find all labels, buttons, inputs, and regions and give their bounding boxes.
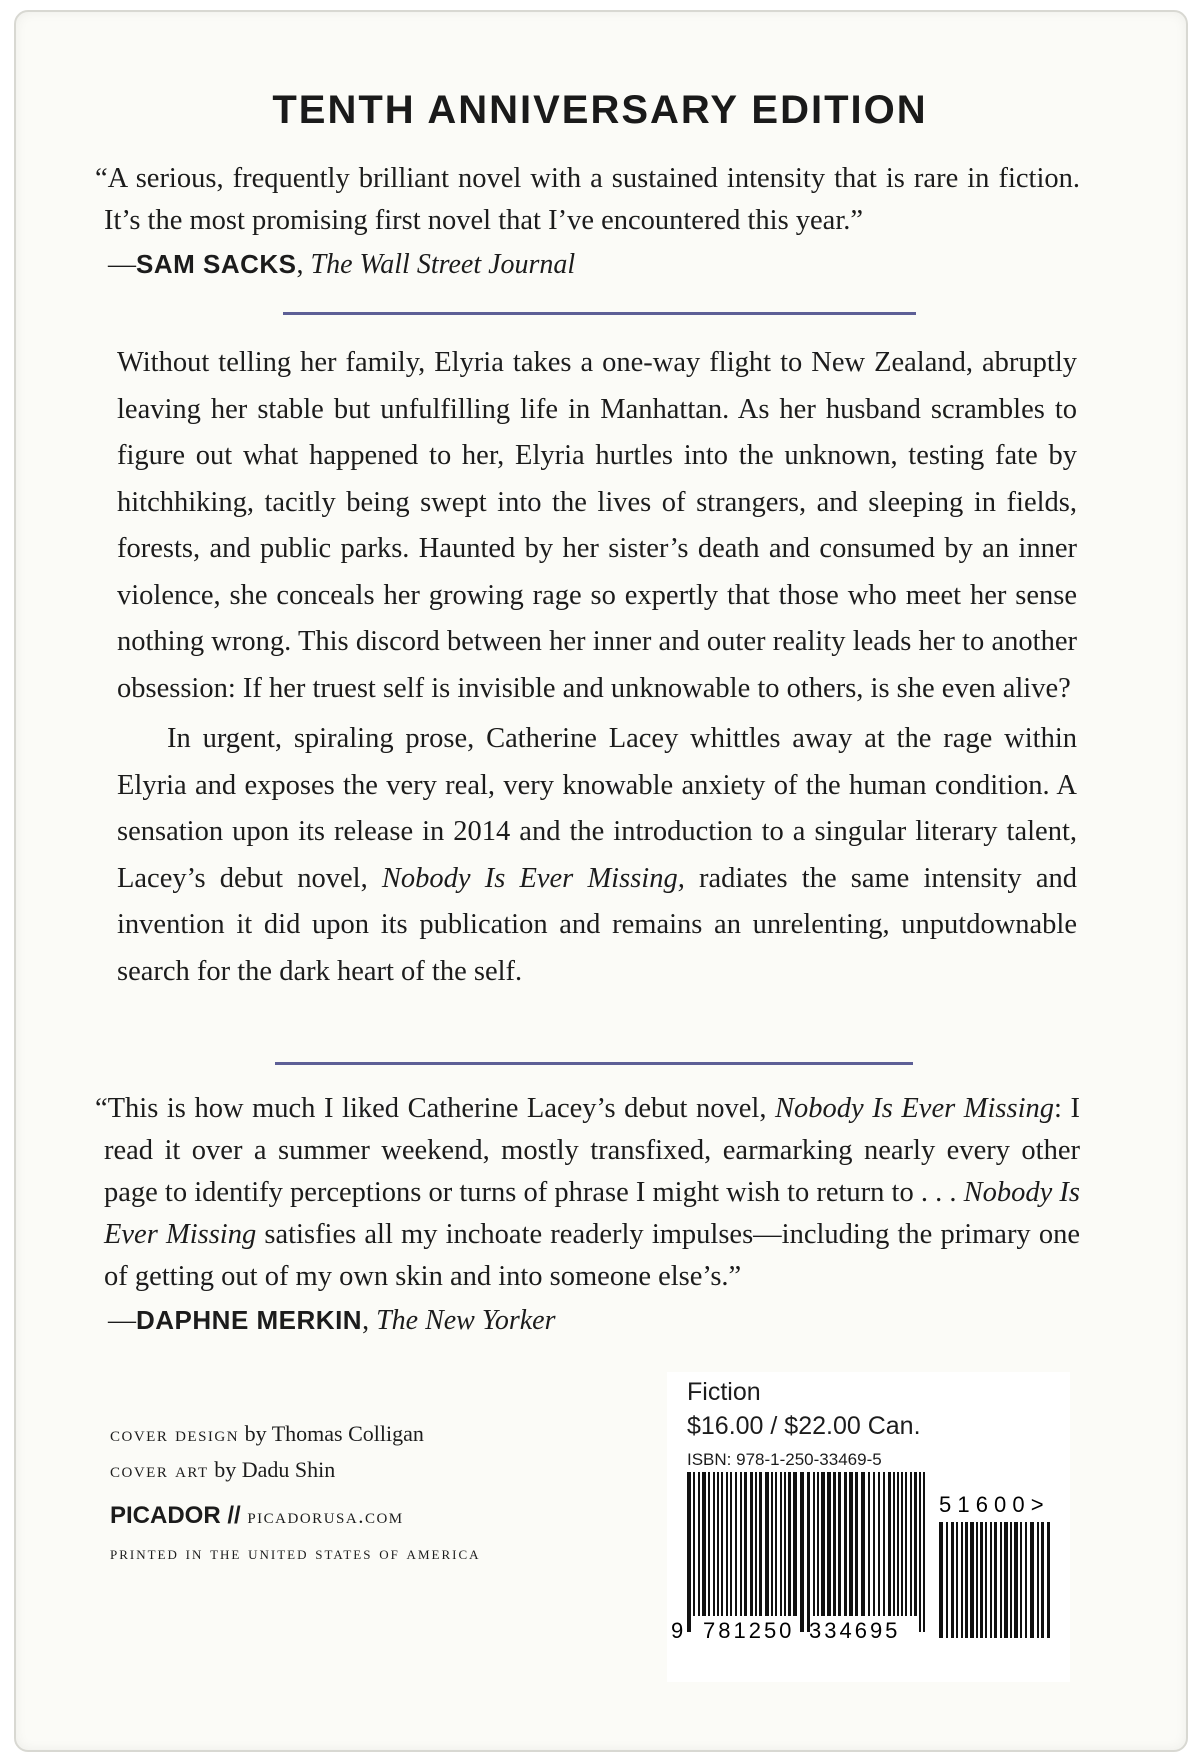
barcode-bar: [956, 1522, 958, 1638]
barcode-bar: [970, 1522, 974, 1638]
barcode-bar: [1047, 1522, 1050, 1638]
barcode-bar: [861, 1472, 865, 1616]
divider-rule-2: [275, 1062, 913, 1065]
barcode-bar: [923, 1472, 925, 1632]
barcode-bar: [951, 1522, 954, 1638]
barcode-bar: [721, 1472, 723, 1616]
barcode-bar: [730, 1472, 732, 1616]
barcode-bar: [985, 1522, 987, 1638]
barcode-bar: [817, 1472, 819, 1616]
barcode-bar: [698, 1472, 700, 1616]
barcode-bar: [827, 1472, 831, 1616]
barcode-bar: [914, 1472, 917, 1616]
barcode-first-digit: 9: [671, 1618, 684, 1643]
barcode-bar: [1037, 1522, 1039, 1638]
quote-1-text: “A serious, frequently brilliant novel with a sustained intensity that is rare in fiction. It’s the most promising first novel that I’ve encountered this year.”: [95, 163, 1080, 236]
barcode-bar: [838, 1472, 841, 1616]
barcode-left-digits: 781250: [703, 1618, 795, 1643]
barcode-bar: [1004, 1522, 1008, 1638]
cover-design-credit: cover design by Thomas Colligan: [110, 1421, 424, 1446]
barcode-bar: [821, 1472, 825, 1616]
isbn-label: ISBN: 978-1-250-33469-5: [687, 1450, 882, 1469]
divider-rule-1: [283, 312, 916, 315]
quote-1-attribution: —SAM SACKS, The Wall Street Journal: [108, 249, 576, 280]
barcode-bar: [1000, 1522, 1002, 1638]
barcode-bar: [897, 1472, 899, 1616]
barcode-bar: [693, 1472, 695, 1616]
barcode-bar: [905, 1472, 907, 1616]
barcode-bar: [919, 1472, 921, 1632]
review-quote-2: [95, 1088, 1080, 1343]
publisher-name: PICADOR: [110, 1502, 221, 1529]
quote-1-name: SAM SACKS: [136, 249, 297, 279]
barcode-bar: [980, 1522, 983, 1638]
quote-2-attribution: —DAPHNE MERKIN, The New Yorker: [108, 1305, 556, 1336]
barcode-bar: [793, 1472, 797, 1616]
barcode-bar: [726, 1472, 728, 1616]
quote-2-name: DAPHNE MERKIN: [136, 1305, 363, 1335]
description-paragraph-1: Without telling her family, Elyria takes a one-way flight to New Zealand, abruptly leaving her stable but unfulfilling life in Manhattan. As her husband scrambles to figure out what happened to her, Elyria hurtles into the unknown, testing fate by hitchhiking, tacitly being swept into the lives of strangers, and sleeping in fields, forests, and public parks. Haunted by her sister’s death and consumed by an inner violence, she conceals her growing rage so expertly that those who meet her sense nothing wrong. This discord between her inner and outer reality leads her to another obsession: If her truest self is invisible and unknowable to others, is she even alive?: [117, 347, 1077, 704]
barcode-bar: [855, 1472, 858, 1616]
barcode-bar: [849, 1472, 853, 1616]
barcode-bar: [883, 1472, 885, 1616]
barcode-bar: [771, 1472, 773, 1616]
barcode-main-bars: [687, 1472, 925, 1632]
barcode-bar: [755, 1472, 757, 1616]
barcode-bar: [784, 1472, 786, 1616]
barcode-bar: [780, 1472, 782, 1616]
barcode-bar: [844, 1472, 847, 1616]
barcode-bar: [873, 1472, 875, 1616]
barcode-bar: [735, 1472, 737, 1616]
barcode-bar: [750, 1472, 753, 1616]
barcode-right-digits: 334695: [809, 1618, 901, 1643]
barcode-bar: [994, 1522, 997, 1638]
cover-art-credit: cover art by Dadu Shin: [110, 1457, 336, 1482]
barcode-bar: [946, 1522, 948, 1638]
barcode-bar: [1025, 1522, 1027, 1638]
barcode-bar: [813, 1472, 815, 1616]
barcode-bar: [687, 1472, 691, 1632]
barcode-bar: [1020, 1522, 1022, 1638]
barcode-icon: [667, 1372, 1070, 1682]
book-title: Nobody Is Ever Missing,: [381, 862, 685, 894]
barcode-bar: [717, 1472, 719, 1616]
barcode-bar: [965, 1522, 968, 1638]
barcode-bar: [868, 1472, 870, 1616]
edition-heading: TENTH ANNIVERSARY EDITION: [272, 88, 928, 132]
barcode-bar: [1041, 1522, 1044, 1638]
genre-label: Fiction: [687, 1378, 761, 1406]
book-description: [117, 340, 1077, 995]
cover-credits: [110, 1416, 670, 1572]
barcode-bar: [1030, 1522, 1034, 1638]
barcode-bar: [878, 1472, 880, 1616]
barcode-bar: [893, 1472, 895, 1616]
barcode-bar: [1014, 1522, 1018, 1638]
barcode-bar: [713, 1472, 715, 1616]
barcode-bar: [765, 1472, 769, 1616]
barcode-bar: [961, 1522, 963, 1638]
barcode-bar: [800, 1472, 804, 1632]
barcode-bar: [744, 1472, 747, 1616]
barcode-bar: [888, 1472, 891, 1616]
price-label: $16.00 / $22.00 Can.: [687, 1412, 921, 1440]
barcode-bar: [775, 1472, 777, 1616]
description-paragraph-2: In urgent, spiraling prose, Catherine Lacey whittles away at the rage within Elyria and exposes the very real, very knowable anxiety of the human condition. A sensation upon its release in 2014 and the introduction to a singular literary talent, Lacey’s debut novel, Nobody Is Ever Missing, radiates the same intensity and invention it did upon its publication and remains an unrelenting, unputdownable search for the dark heart of the self.: [117, 723, 1077, 987]
barcode-bar: [708, 1472, 710, 1616]
barcode-bar: [1010, 1522, 1012, 1638]
price-sticker: [667, 1372, 1070, 1682]
quote-2-publication: The New Yorker: [376, 1305, 556, 1336]
quote-2-text: “This is how much I liked Catherine Lacey’s debut novel, Nobody Is Ever Missing: I read it over a summer weekend, mostly transfixed, earmarking nearly every other page to identify perceptions or turns of phrase I might wish to return to . . . Nobody Is Ever Missing satisfies all my inchoate readerly impulses—including the primary one of getting out of my own skin and into someone else’s.”: [95, 1093, 1080, 1292]
review-quote-1: [95, 158, 1080, 287]
barcode-bar: [807, 1472, 810, 1632]
barcode-bar: [990, 1522, 992, 1638]
barcode-bar: [740, 1472, 742, 1616]
barcode-bar: [788, 1472, 791, 1616]
barcode-addon-digits: 5 1 6 0 0 >: [939, 1492, 1044, 1517]
publisher-url: picadorusa.com: [247, 1504, 404, 1528]
barcode-bar: [759, 1472, 762, 1616]
barcode-bar: [976, 1522, 978, 1638]
barcode-bar: [901, 1472, 903, 1616]
barcode-bar: [833, 1472, 836, 1616]
barcode-addon-bars: [939, 1522, 1050, 1638]
quote-1-publication: The Wall Street Journal: [310, 249, 576, 280]
publisher-line: PICADOR // picadorusa.com: [110, 1502, 404, 1529]
barcode-bar: [910, 1472, 912, 1616]
barcode-bar: [702, 1472, 706, 1616]
printed-in-line: printed in the united states of america: [110, 1543, 481, 1564]
barcode-bar: [939, 1522, 943, 1638]
